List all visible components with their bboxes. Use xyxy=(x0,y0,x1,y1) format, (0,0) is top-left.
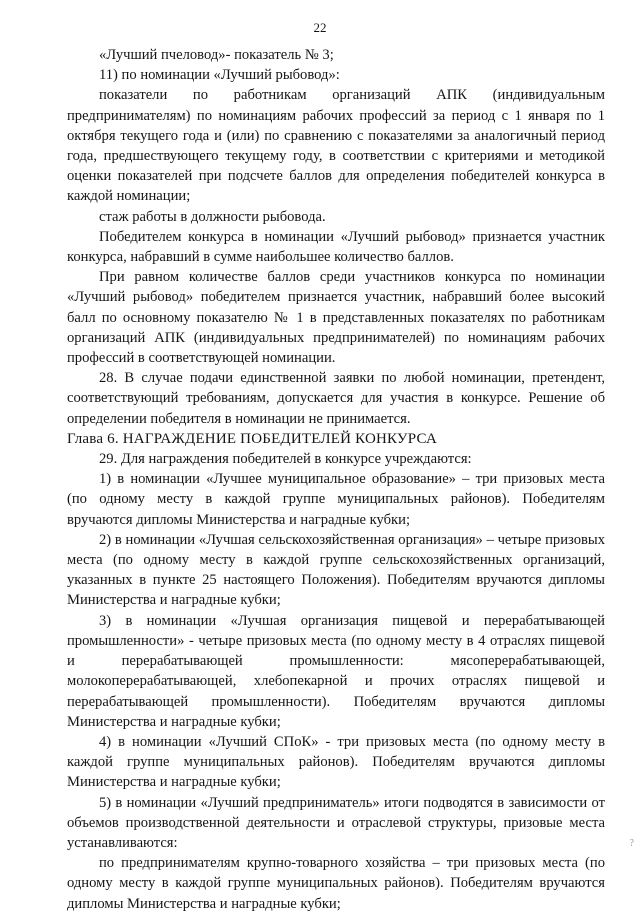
paragraph-fish-farmer-indicators: показатели по работникам организаций АПК (индивидуальным предпринимателям) по номинациям рабочих профессий за период с 1 января по 1 октября текущего года и (или) по сравнению с показателями за аналогичный период года, предшествующего текущему году, в соответствии с критериями и методикой оценки показателей при подсчете баллов для определения победителей конкурса в каждой номинации; xyxy=(67,87,605,205)
paragraph-fish-farmer-tie: При равном количестве баллов среди участников конкурса по номинации «Лучший рыбовод» победителем признается участник, набравший более высокий балл по основному показателю № 1 в представленных показателях по работникам организаций АПК (индивидуальных предпринимателей) по номинациям рабочих профессий в соответствующей номинации. xyxy=(67,269,605,367)
paragraph-award-food-industry: 3) в номинации «Лучшая организация пищевой и перерабатывающей промышленности» - четыре призовых места (по одному месту в 4 отраслях пищевой и перерабатывающей промышленности: мясоперерабатывающей, молокоперерабатывающей, хлебопекарной и прочих отраслях пищевой и перерабатывающей промышленности). Победителям вручаются дипломы Министерства и наградные кубки; xyxy=(67,612,605,730)
paragraph-award-agricultural: 2) в номинации «Лучшая сельскохозяйственная организация» – четыре призовых места (по одному месту в каждой группе сельскохозяйственных организаций, указанных в пункте 25 настоящего Положения). Победителям вручаются дипломы Министерства и наградные кубки; xyxy=(67,531,605,609)
margin-mark: ? xyxy=(629,838,634,849)
paragraph-award-municipal: 1) в номинации «Лучшее муниципальное образование» – три призовых места (по одному месту в каждой группе муниципальных районов). Победителям вручаются дипломы Министерства и наградные кубки; xyxy=(67,471,605,528)
paragraph-fish-farmer-winner: Победителем конкурса в номинации «Лучший рыбовод» признается участник конкурса, набравший в сумме наибольшее количество баллов. xyxy=(67,228,605,266)
paragraph-29-awards: 29. Для награждения победителей в конкурсе учреждаются: xyxy=(99,451,472,468)
paragraph-beekeeper-indicator: «Лучший пчеловод»- показатель № 3; xyxy=(99,47,334,63)
paragraph-fish-farmer-nomination: 11) по номинации «Лучший рыбовод»: xyxy=(99,67,340,84)
paragraph-award-spok: 4) в номинации «Лучший СПоК» - три призовых места (по одному месту в каждой группе муниципальных районов). Победителям вручаются дипломы Министерства и наградные кубки; xyxy=(67,733,605,791)
paragraph-fish-farmer-experience: стаж работы в должности рыбовода. xyxy=(99,208,326,225)
document-body xyxy=(67,45,605,914)
paragraph-award-entrepreneur: 5) в номинации «Лучший предприниматель» итоги подводятся в зависимости от объемов производственной деятельности и отраслевой структуры, призовые места устанавливаются: xyxy=(67,794,605,851)
paragraph-award-large-farm: по предпринимателям крупно-товарного хозяйства – три призовых места (по одному месту в каждой группе муниципальных районов). Победителям вручаются дипломы Министерства и наградные кубки; xyxy=(67,855,605,912)
page-number: 22 xyxy=(313,20,327,35)
chapter-heading: Глава 6. НАГРАЖДЕНИЕ ПОБЕДИТЕЛЕЙ КОНКУРСА xyxy=(67,430,437,447)
paragraph-28-single-application: 28. В случае подачи единственной заявки по любой номинации, претендент, соответствующий требованиям, допускается для участия в конкурсе. Решение об определении победителя в номинации не принимается. xyxy=(67,370,605,427)
